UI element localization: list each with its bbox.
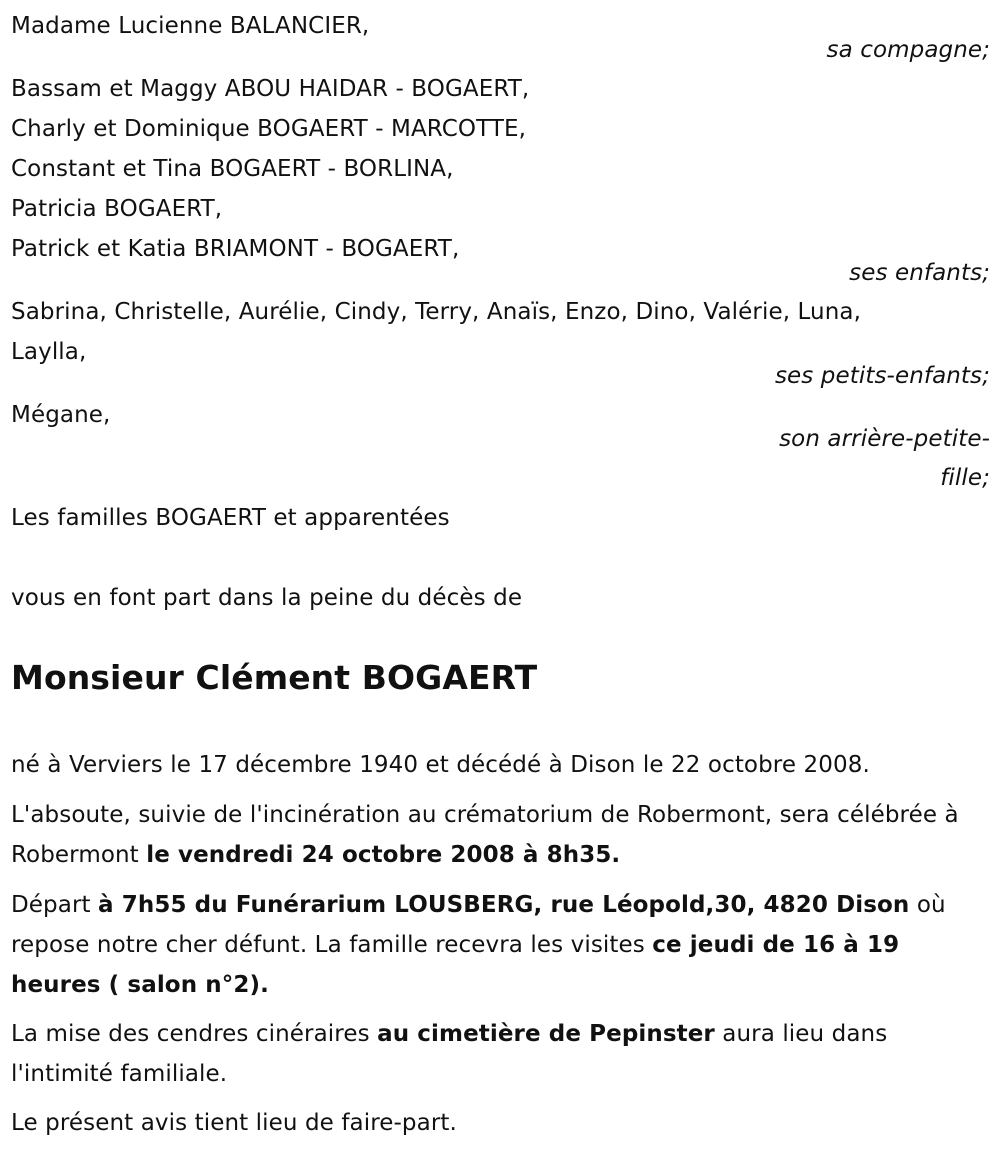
child-line: Patrick et Katia BRIAMONT - BOGAERT, (11, 236, 460, 262)
departure-prefix: Départ (11, 892, 99, 918)
great-grandchild-name: Mégane, (11, 402, 111, 428)
companion-role: sa compagne; (826, 37, 990, 63)
great-grandchild-role: fille; (940, 465, 990, 491)
families-line: Les familles BOGAERT et apparentées (11, 505, 450, 531)
grandchildren-line: Laylla, (11, 339, 87, 365)
visit-hours: ce jeudi de 16 à 19 heures ( salon n°2). (11, 932, 900, 998)
departure-location: à 7h55 du Funérarium LOUSBERG, rue Léopold,30, 4820 Dison (98, 892, 910, 918)
ceremony-date: le vendredi 24 octobre 2008 à 8h35. (146, 842, 621, 868)
child-line: Charly et Dominique BOGAERT - MARCOTTE, (11, 116, 527, 142)
child-line: Patricia BOGAERT, (11, 196, 223, 222)
closing-line: Le présent avis tient lieu de faire-part. (11, 1110, 457, 1136)
ashes-paragraph (11, 1014, 993, 1094)
departure-suffix: où repose notre cher défunt. La famille recevra les visites (11, 892, 946, 958)
departure-paragraph (11, 885, 993, 1005)
ashes-suffix: aura lieu dans l'intimité familiale. (11, 1021, 888, 1087)
intro-line: vous en font part dans la peine du décès de (11, 585, 523, 611)
ceremony-paragraph (11, 795, 993, 875)
ashes-prefix: La mise des cendres cinéraires (11, 1021, 378, 1047)
children-role: ses enfants; (849, 260, 990, 286)
child-line: Bassam et Maggy ABOU HAIDAR - BOGAERT, (11, 76, 530, 102)
grandchildren-role: ses petits-enfants; (774, 363, 990, 389)
ashes-place: au cimetière de Pepinster (377, 1021, 715, 1047)
great-grandchild-role: son arrière-petite- (779, 426, 990, 452)
birth-death-line: né à Verviers le 17 décembre 1940 et décédé à Dison le 22 octobre 2008. (11, 752, 870, 778)
ceremony-text: L'absoute, suivie de l'incinération au crématorium de Robermont, sera célébrée à Robermont (11, 802, 959, 868)
grandchildren-line: Sabrina, Christelle, Aurélie, Cindy, Terry, Anaïs, Enzo, Dino, Valérie, Luna, (11, 299, 861, 325)
deceased-name: Monsieur Clément BOGAERT (11, 658, 538, 697)
companion-name: Madame Lucienne BALANCIER, (11, 13, 370, 39)
child-line: Constant et Tina BOGAERT - BORLINA, (11, 156, 454, 182)
